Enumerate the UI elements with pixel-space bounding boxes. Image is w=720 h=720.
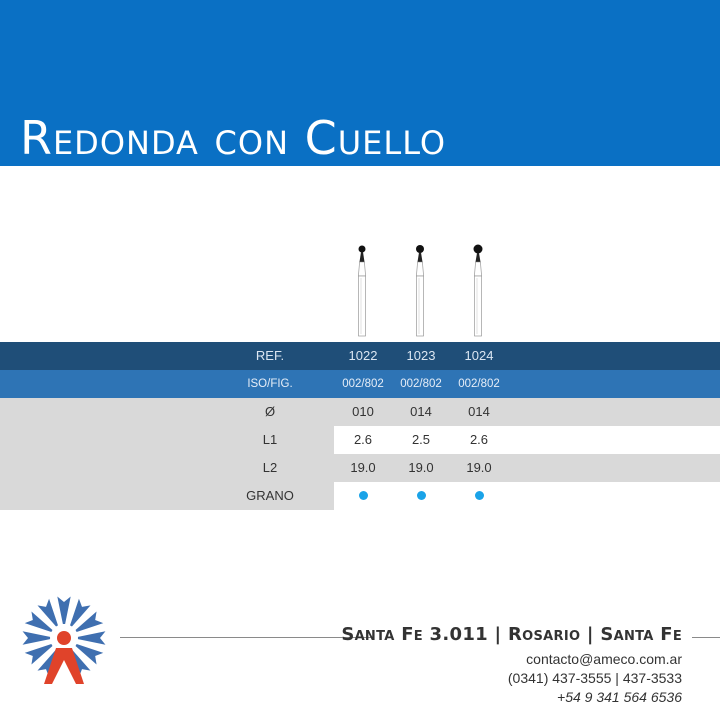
cell-value: 19.0 xyxy=(350,460,376,475)
row-label: ISO/FIG. xyxy=(247,378,293,390)
grano-dot-icon xyxy=(475,491,484,500)
footer-address: Santa Fe 3.011 | Rosario | Santa Fe xyxy=(341,624,682,645)
cell-value: 2.6 xyxy=(469,432,489,447)
table-row-grano xyxy=(0,482,720,510)
table-row-l2 xyxy=(0,454,720,482)
cell-value: 014 xyxy=(410,404,432,419)
row-label: Ø xyxy=(264,404,276,419)
grano-cell xyxy=(392,482,450,510)
logo-ray-icon xyxy=(57,597,70,625)
bur-1023-illustration xyxy=(416,245,424,336)
logo-ray-icon xyxy=(78,631,106,644)
cell-value: 014 xyxy=(468,404,490,419)
cell-value: 2.5 xyxy=(411,432,431,447)
cell-value: 002/802 xyxy=(400,378,442,390)
footer-divider-right xyxy=(692,637,720,638)
header-banner xyxy=(0,0,720,166)
cell-value: 002/802 xyxy=(458,378,500,390)
table-row-l1 xyxy=(0,426,720,454)
logo-center-dot-icon xyxy=(57,631,71,645)
page-title: Redonda con Cuello xyxy=(20,111,447,165)
cell-value: 19.0 xyxy=(408,460,434,475)
footer-divider-left xyxy=(120,637,374,638)
cell-value: 1022 xyxy=(348,348,378,363)
footer-phone: (0341) 437-3555 | 437-3533 xyxy=(507,670,682,686)
bur-illustrations xyxy=(0,240,720,340)
row-label: GRANO xyxy=(246,488,294,503)
grano-cell xyxy=(450,482,508,510)
cell-value: 2.6 xyxy=(353,432,373,447)
table-row-iso xyxy=(0,370,720,398)
row-label: REF. xyxy=(255,348,285,363)
footer-mobile: +54 9 341 564 6536 xyxy=(557,689,682,705)
grano-cell xyxy=(334,482,392,510)
footer-email[interactable]: contacto@ameco.com.ar xyxy=(526,651,682,667)
table-row-ref xyxy=(0,342,720,370)
logo-ray-icon xyxy=(23,631,51,644)
bur-1022-illustration xyxy=(359,246,366,337)
cell-value: 002/802 xyxy=(342,378,384,390)
row-label: L1 xyxy=(262,432,278,447)
grano-dot-icon xyxy=(359,491,368,500)
logo-figure-icon xyxy=(44,648,84,684)
table-row-diameter xyxy=(0,398,720,426)
bur-1024-illustration xyxy=(474,245,483,337)
cell-value: 1024 xyxy=(464,348,494,363)
cell-value: 19.0 xyxy=(466,460,492,475)
cell-value: 1023 xyxy=(406,348,436,363)
row-label: L2 xyxy=(262,460,278,475)
grano-dot-icon xyxy=(417,491,426,500)
ameco-logo xyxy=(16,594,112,688)
cell-value: 010 xyxy=(352,404,374,419)
